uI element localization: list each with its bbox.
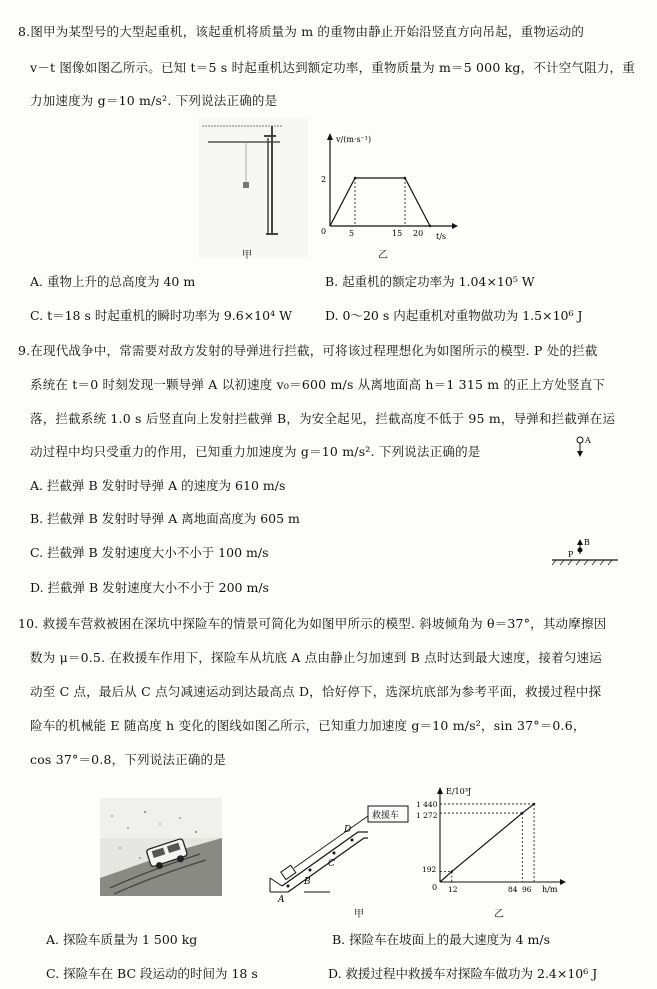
x-tick-96: 96 <box>522 885 532 894</box>
y-tick-2: 2 <box>321 175 327 184</box>
q9-option-a[interactable]: A. 拦截弹 B 发射时导弹 A 的速度为 610 m/s <box>30 478 286 493</box>
data-point <box>533 803 535 805</box>
y-axis-label: v/(m·s⁻¹) <box>336 135 372 144</box>
q10-line-3: 动至 C 点，最后从 C 点匀减速运动到达最高点 D，恰好停下，选深坑底部为参考平面，救援过程中探 <box>30 684 602 699</box>
origin-label: 0 <box>432 883 438 892</box>
y-axis-arrow <box>327 133 333 140</box>
point-c-label: C <box>328 859 335 869</box>
series-line <box>440 804 534 882</box>
q10-line-2: 数为 μ＝0.5. 在救援车作用下，探险车从坑底 A 点由静止匀加速到 B 点时达到最大速度，接着匀速运 <box>30 650 602 665</box>
point-d-label: D <box>344 825 352 835</box>
missile-a-icon <box>577 437 583 443</box>
q8-fig-yi-caption: 乙 <box>378 250 388 261</box>
data-point <box>354 177 356 179</box>
q10-fig-jia-caption: 甲 <box>354 909 364 920</box>
x-axis-arrow <box>560 879 566 885</box>
x-axis-label: h/m <box>542 885 558 894</box>
y-tick-192: 192 <box>422 865 437 874</box>
point-b-label: B <box>304 877 311 887</box>
data-point <box>521 812 523 814</box>
q10-rescue-photo <box>100 798 222 896</box>
q9-option-b[interactable]: B. 拦截弹 B 发射时导弹 A 离地面高度为 605 m <box>30 511 300 526</box>
y-axis-label: E/10³J <box>446 787 472 796</box>
y-tick-1440: 1 440 <box>416 800 438 809</box>
q8-fig-jia-caption: 甲 <box>242 250 252 261</box>
q9-option-d[interactable]: D. 拦截弹 B 发射速度大小不小于 200 m/s <box>30 580 269 595</box>
point-a-label: A <box>278 895 285 905</box>
q9-line-3: 落，拦截系统 1.0 s 后竖直向上发射拦截弹 B，为安全起见，拦截高度不低于 95 m，导弹和拦截弹在运 <box>30 411 616 426</box>
x-tick-12: 12 <box>448 885 458 894</box>
q10-eh-graph <box>416 784 574 896</box>
y-axis-arrow <box>437 787 443 794</box>
q10-line-1: 10. 救援车营救被困在深坑中探险车的情景可简化为如图甲所示的模型. 斜坡倾角为 θ＝37°，其动摩擦因 <box>18 616 607 631</box>
q10-option-c[interactable]: C. 探险车在 BC 段运动的时间为 18 s <box>46 966 258 981</box>
rescue-car-label: 救援车 <box>372 811 400 821</box>
q10-option-d[interactable]: D. 救援过程中救援车对探险车做功为 2.4×10⁶ J <box>328 966 598 981</box>
interceptor-b-icon <box>578 548 583 553</box>
q10-slope-diagram <box>268 796 418 906</box>
origin-label: 0 <box>321 227 327 236</box>
y-tick-1272: 1 272 <box>416 811 438 820</box>
q10-option-a[interactable]: A. 探险车质量为 1 500 kg <box>46 932 198 947</box>
x-axis-arrow <box>452 223 458 229</box>
q8-crane-figure <box>198 118 308 258</box>
q10-option-b[interactable]: B. 探险车在坡面上的最大速度为 4 m/s <box>332 932 551 947</box>
q8-line-3: 力加速度为 g＝10 m/s². 下列说法正确的是 <box>30 93 278 108</box>
q8-line-2: v－t 图像如图乙所示。已知 t＝5 s 时起重机达到额定功率，重物质量为 m＝5 000 kg，不计空气阻力，重 <box>30 60 635 75</box>
label-a: A <box>585 436 591 445</box>
data-point <box>451 870 453 872</box>
label-b: B <box>584 538 590 547</box>
q10-fig-yi-caption: 乙 <box>494 909 504 920</box>
q9-intercept-figure <box>548 432 623 572</box>
q9-option-c[interactable]: C. 拦截弹 B 发射速度大小不小于 100 m/s <box>30 545 269 560</box>
data-point <box>429 225 431 227</box>
q9-line-1: 9.在现代战争中，常需要对敌方发射的导弹进行拦截，可将该过程理想化为如图所示的模型. P 处的拦截 <box>18 343 598 358</box>
data-point <box>404 177 406 179</box>
label-p: P <box>568 550 574 559</box>
q9-line-4: 动过程中均只受重力的作用，已知重力加速度为 g＝10 m/s². 下列说法正确的是 <box>30 444 481 459</box>
x-tick-15: 15 <box>392 229 403 238</box>
q8-option-d[interactable]: D. 0～20 s 内起重机对重物做功为 1.5×10⁶ J <box>325 308 583 323</box>
q8-option-b[interactable]: B. 起重机的额定功率为 1.04×10⁵ W <box>325 274 535 289</box>
q8-line-1: 8.图甲为某型号的大型起重机，该起重机将质量为 m 的重物由静止开始沿竖直方向吊起，重物运动的 <box>18 24 585 39</box>
q8-option-c[interactable]: C. t＝18 s 时起重机的瞬时功率为 9.6×10⁴ W <box>30 308 292 323</box>
q9-line-2: 系统在 t＝0 时刻发现一颗导弹 A 以初速度 v₀＝600 m/s 从离地面高 h＝1 315 m 的正上方处竖直下 <box>30 377 606 392</box>
x-tick-84: 84 <box>508 885 518 894</box>
x-axis-label: t/s <box>436 232 447 241</box>
q8-vt-graph <box>312 130 462 260</box>
q8-option-a[interactable]: A. 重物上升的总高度为 40 m <box>30 274 196 289</box>
x-tick-5: 5 <box>349 229 355 238</box>
q10-line-5: cos 37°＝0.8，下列说法正确的是 <box>30 752 226 767</box>
x-tick-20: 20 <box>413 229 424 238</box>
q10-line-4: 险车的机械能 E 随高度 h 变化的图线如图乙所示，已知重力加速度 g＝10 m/s²，sin 37°＝0.6， <box>30 718 586 733</box>
series-line <box>330 178 430 226</box>
